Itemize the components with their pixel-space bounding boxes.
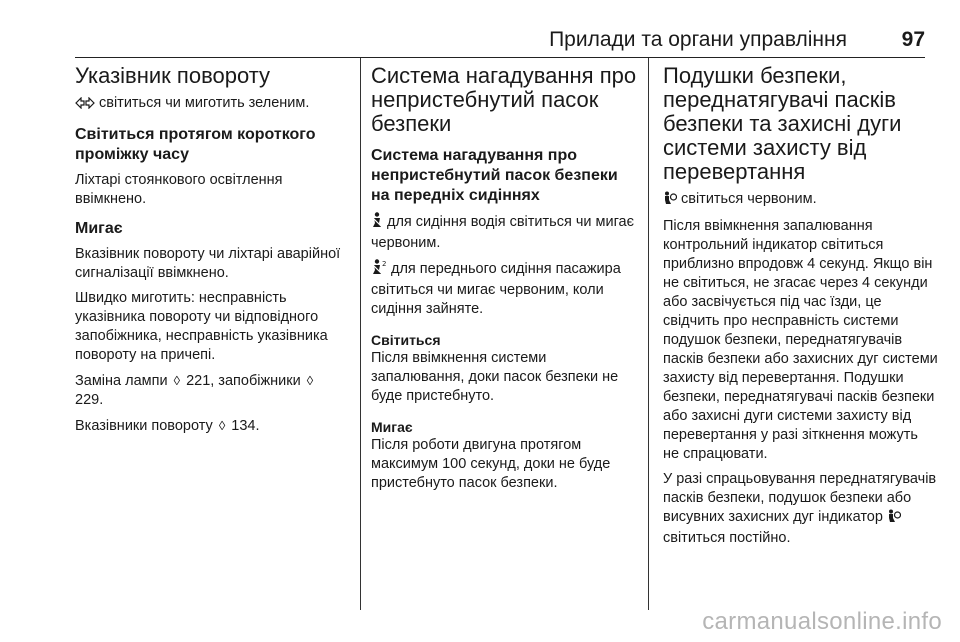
heading-blink: Мигає: [371, 419, 413, 435]
heading-short-light: Світиться протягом короткого проміжку часу: [75, 126, 316, 163]
seatbelt-passenger-icon: [371, 259, 387, 281]
turn-signals-label: Вказівники повороту: [75, 418, 213, 434]
section-title-airbags: Подушки безпеки, переднатягувачі пасків безпеки та захисні дуги системи захисту від перевертання: [663, 63, 902, 184]
text-airbag-check: Після ввімкнення запалювання контрольний індикатор світиться приблизно впродовж 4 секунд. Якщо він не світиться, не згасає через 4 секунди або засвічується під час їзди, це свідчить про несправність системи подушок безпеки, переднатягувачів пасків безпеки або захисних дуг системи захисту від перевертання. Подушки безпеки, переднатягувачі пасків безпеки або захисні дуги системи захисту від перевертання у разі зіткнення можуть не спрацювати.: [663, 218, 938, 462]
airbag-intro-text: світиться червоним.: [681, 191, 817, 207]
page-ref-icon: ◊: [218, 418, 226, 433]
heading-blinks: Мигає: [75, 220, 123, 237]
text-blinks-1: Вказівник повороту чи ліхтарі аварійної сигналізації ввімкнено.: [75, 246, 341, 281]
airbag-intro: [663, 190, 938, 211]
section-title-turn-signal: Указівник повороту: [75, 63, 271, 88]
seatbelt-driver-icon: [371, 212, 383, 234]
watermark: carmanualsonline.info: [702, 608, 942, 635]
airbag-icon: [887, 509, 901, 529]
airbag-deployed-text-b: світиться постійно.: [663, 530, 791, 546]
page-header-title: Прилади та органи управління: [549, 28, 847, 51]
airbag-icon: [663, 191, 677, 211]
text-lit: Після ввімкнення системи запалювання, доки пасок безпеки не буде пристебнуто.: [371, 350, 619, 404]
page-ref-icon: ◊: [173, 373, 181, 388]
heading-front-seats: Система нагадування про непристебнутий пасок безпеки на передніх сидіннях: [371, 147, 618, 204]
column-turn-signal: [75, 58, 345, 610]
page-ref-icon: ◊: [306, 373, 314, 388]
turn-signal-arrows-icon: [75, 96, 95, 115]
bulb-replacement-label: Заміна лампи: [75, 373, 168, 389]
page-number: 97: [901, 28, 925, 51]
text-turn-signals-ref: [75, 416, 345, 436]
driver-seat-text: для сидіння водія світиться чи мигає червоним.: [371, 214, 635, 251]
text-short-light: Ліхтарі стоянкового освітлення ввімкнено.: [75, 172, 283, 207]
column-airbags: [648, 58, 938, 610]
text-driver-seat: [371, 212, 640, 253]
section-title-seatbelt: Система нагадування про непристебнутий пасок безпеки: [371, 63, 637, 136]
svg-text:2: 2: [382, 260, 387, 268]
text-blinks-2: Швидко миготить: несправність указівника повороту чи відповідного запобіжника, несправність указівника повороту на причепі.: [75, 290, 328, 363]
turn-signal-intro-text: світиться чи миготить зеленим.: [99, 95, 310, 111]
page-header: [75, 22, 925, 58]
text-bulb-replacement: [75, 371, 345, 410]
turn-signal-intro: [75, 94, 345, 115]
passenger-seat-text: для переднього сидіння пасажира світиться чи мигає червоним, коли сидіння зайняте.: [371, 261, 621, 317]
turn-signals-ref-text[interactable]: 134.: [231, 418, 260, 434]
text-blink: Після роботи двигуна протягом максимум 100 секунд, доки не буде пристебнуто пасок безпеки.: [371, 437, 611, 491]
airbag-deployed-text-a: У разі спрацьовування переднатягувачів пасків безпеки, подушок безпеки або висувних захисних дуг індикатор: [663, 471, 937, 525]
fuse-ref-text[interactable]: 229.: [75, 392, 104, 408]
text-airbag-deployed: [663, 470, 938, 548]
text-passenger-seat: [371, 259, 640, 319]
bulb-ref-text[interactable]: 221, запобіжники: [186, 373, 301, 389]
column-seatbelt-reminder: [360, 58, 640, 610]
heading-lit: Світиться: [371, 332, 441, 348]
